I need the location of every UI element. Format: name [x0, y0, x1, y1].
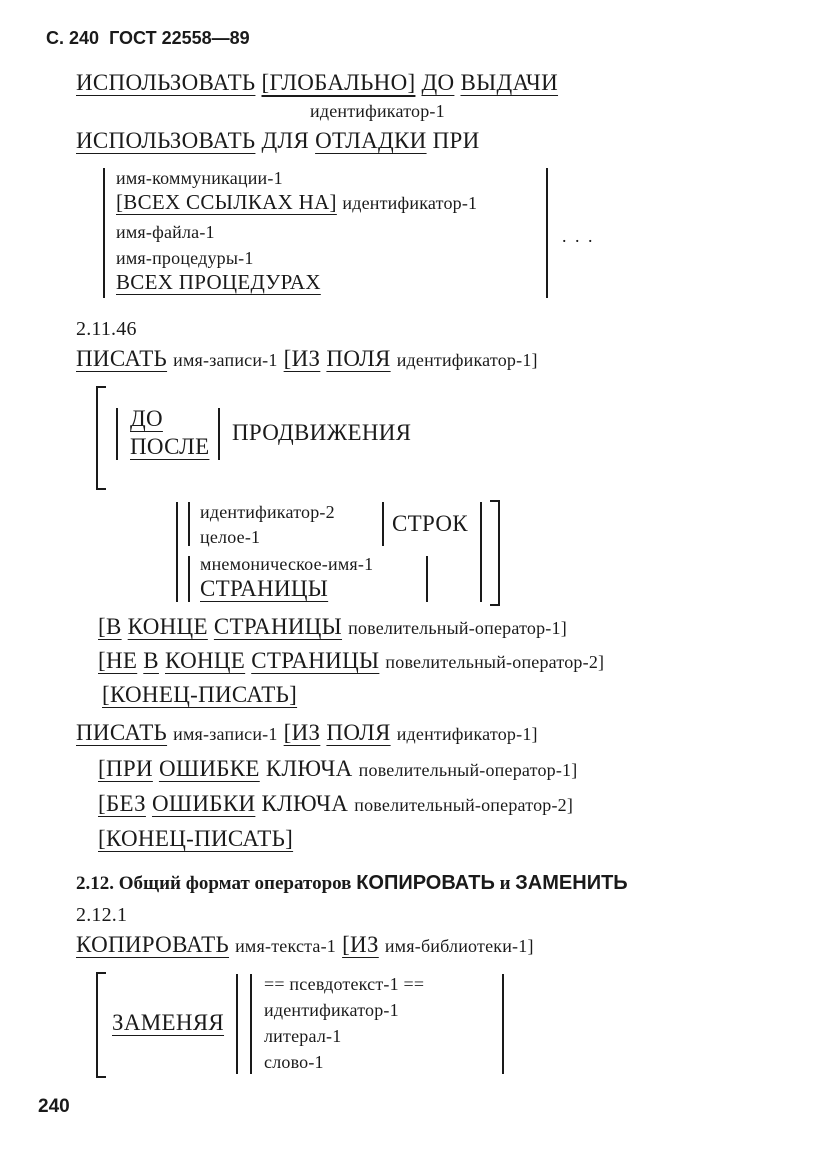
before-keyword: ДО	[130, 406, 163, 431]
lines-inner-left-brace	[188, 502, 190, 546]
pseudotext-option: == псевдотекст-1 ==	[264, 974, 425, 994]
page-inner-left-brace	[188, 556, 190, 602]
write-from-line-2: ПИСАТЬ имя-записи-1 [ИЗ ПОЛЯ идентификатор-1]	[76, 720, 538, 745]
mnemonic-name-1: мнемоническое-имя-1	[200, 554, 374, 574]
advancing-keyword: ПРОДВИЖЕНИЯ	[232, 420, 412, 445]
page-inner-right-brace	[426, 556, 428, 602]
option-procedure-name: имя-процедуры-1	[116, 248, 254, 268]
write-from-line-1: ПИСАТЬ имя-записи-1 [ИЗ ПОЛЯ идентификатор-1]	[76, 346, 538, 371]
lines-page-outer-right-brace	[480, 502, 482, 602]
page-number: 240	[38, 1096, 70, 1117]
replacing-inner-left-brace	[250, 974, 252, 1074]
lines-page-outer-left-brace	[176, 502, 178, 602]
advancing-bracket	[96, 386, 106, 490]
word-option: слово-1	[264, 1052, 324, 1072]
replacing-keyword: ЗАМЕНЯЯ	[112, 1010, 225, 1035]
replacing-outer-left-brace	[236, 974, 238, 1074]
option-all-references: [ВСЕХ ССЫЛКАХ НА] идентификатор-1	[116, 190, 478, 214]
option-all-procedures: ВСЕХ ПРОЦЕДУРАХ	[116, 270, 321, 294]
option-file-name: имя-файла-1	[116, 222, 215, 242]
left-brace	[103, 168, 105, 298]
identifier-option: идентификатор-1	[264, 1000, 399, 1020]
invalid-key-clause: [ПРИ ОШИБКЕ КЛЮЧА повелительный-оператор-1]	[98, 756, 578, 781]
replacing-right-brace	[502, 974, 504, 1074]
lines-keyword: СТРОК	[392, 511, 468, 536]
end-write-1: [КОНЕЦ-ПИСАТЬ]	[102, 682, 298, 707]
literal-option: литерал-1	[264, 1026, 342, 1046]
end-of-page-clause: [В КОНЦЕ СТРАНИЦЫ повелительный-оператор-1]	[98, 614, 567, 639]
right-brace	[546, 168, 548, 298]
copy-line: КОПИРОВАТЬ имя-текста-1 [ИЗ имя-библиотеки-1]	[76, 932, 534, 957]
page-reference: С. 240 ГОСТ 22558—89	[46, 28, 250, 48]
integer-1: целое-1	[200, 527, 261, 547]
section-number-2-12-1: 2.12.1	[76, 904, 128, 926]
use-for-debugging-line: ИСПОЛЬЗОВАТЬ ДЛЯ ОТЛАДКИ ПРИ	[76, 128, 480, 153]
use-before-reporting-line: ИСПОЛЬЗОВАТЬ [ГЛОБАЛЬНО] ДО ВЫДАЧИ	[76, 70, 559, 95]
identifier-1-arg: идентификатор-1	[310, 101, 445, 121]
before-after-right-brace	[218, 408, 220, 460]
ellipsis: . . .	[562, 226, 595, 246]
option-communication-name: имя-коммуникации-1	[116, 168, 283, 188]
advancing-right-bracket	[490, 500, 500, 606]
section-heading-2-12: 2.12. Общий формат операторов КОПИРОВАТЬ и ЗАМЕНИТЬ	[76, 872, 628, 894]
after-keyword: ПОСЛЕ	[130, 434, 210, 459]
not-end-of-page-clause: [НЕ В КОНЦЕ СТРАНИЦЫ повелительный-оператор-2]	[98, 648, 605, 673]
end-write-2: [КОНЕЦ-ПИСАТЬ]	[98, 826, 294, 851]
not-invalid-key-clause: [БЕЗ ОШИБКИ КЛЮЧА повелительный-оператор-2]	[98, 791, 574, 816]
lines-inner-right-brace	[382, 502, 384, 546]
replacing-bracket	[96, 972, 106, 1078]
before-after-left-brace	[116, 408, 118, 460]
page-keyword: СТРАНИЦЫ	[200, 576, 329, 601]
identifier-2: идентификатор-2	[200, 502, 335, 522]
section-number-2-11-46: 2.11.46	[76, 318, 137, 340]
